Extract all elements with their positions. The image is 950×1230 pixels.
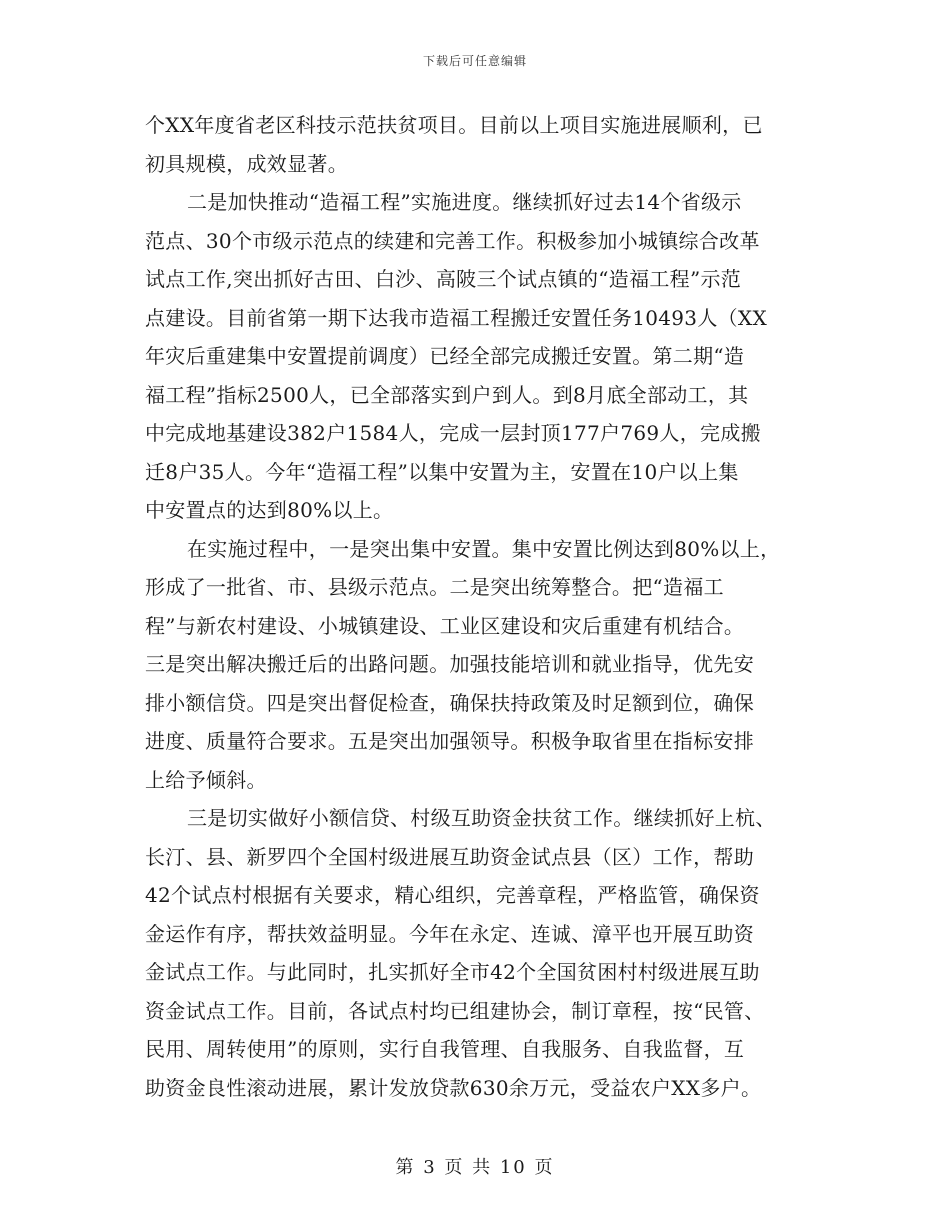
text-line: 范点、30个市级示范点的续建和完善工作。积极参加小城镇综合改革 xyxy=(145,228,760,253)
text-line: 助资金良性滚动进展，累计发放贷款630余万元，受益农户XX多户。 xyxy=(145,1075,762,1100)
text-line: 个XX年度省老区科技示范扶贫项目。目前以上项目实施进展顺利，已 xyxy=(145,113,763,137)
text-line: 三是突出解决搬迁后的出路问题。加强技能培训和就业指导，优先安 xyxy=(145,652,754,676)
text-line: 初具规模，成效显著。 xyxy=(145,151,348,176)
page-header: 下载后可任意编辑 xyxy=(422,54,527,68)
document-body xyxy=(145,106,805,1107)
paragraph-start-line: 三是切实做好小额信贷、村级互助资金扶贫工作。继续抓好上杭、 xyxy=(187,806,776,830)
text-line: 进度、质量符合要求。五是突出加强领导。积极争取省里在指标安排 xyxy=(145,729,754,753)
text-line: 中安置点的达到80%以上。 xyxy=(145,498,394,522)
text-line: 42个试点村根据有关要求，精心组织，完善章程，严格监管，确保资 xyxy=(145,883,760,907)
text-line: 形成了一批省、市、县级示范点。二是突出统筹整合。把“造福工 xyxy=(145,575,724,599)
page-number-footer: 第 3 页 共 10 页 xyxy=(395,1157,555,1178)
text-line: 资金试点工作。目前，各试点村均已组建协会，制订章程，按“民管、 xyxy=(145,998,765,1023)
text-line: 程”与新农村建设、小城镇建设、工业区建设和灾后重建有机结合。 xyxy=(145,613,745,638)
text-line: 迁8户35人。今年“造福工程”以集中安置为主，安置在10户以上集 xyxy=(145,459,739,484)
text-line: 金试点工作。与此同时，扎实抓好全市42个全国贫困村村级进展互助 xyxy=(145,960,760,984)
paragraph-start-line: 在实施过程中，一是突出集中安置。集中安置比例达到80%以上， xyxy=(187,536,781,561)
text-line: 民用、周转使用”的原则，实行自我管理、自我服务、自我监督，互 xyxy=(145,1037,745,1061)
text-line: 上给予倾斜。 xyxy=(145,767,267,792)
text-line: 试点工作,突出抓好古田、白沙、高陂三个试点镇的“造福工程”示范 xyxy=(145,267,742,291)
text-line: 长汀、县、新罗四个全国村级进展互助资金试点县（区）工作，帮助 xyxy=(145,844,754,869)
text-line: 中完成地基建设382户1584人，完成一层封顶177户769人，完成搬 xyxy=(145,421,761,445)
text-line: 点建设。目前省第一期下达我市造福工程搬迁安置任务10493人（XX xyxy=(145,305,767,330)
text-line: 排小额信贷。四是突出督促检查，确保扶持政策及时足额到位，确保 xyxy=(145,690,754,715)
text-line: 福工程”指标2500人，已全部落实到户到人。到8月底全部动工，其 xyxy=(145,382,749,407)
paragraph-start-line: 二是加快推动“造福工程”实施进度。继续抓好过去14个省级示 xyxy=(187,190,742,214)
text-line: 金运作有序，帮扶效益明显。今年在永定、连诚、漳平也开展互助资 xyxy=(145,921,754,946)
text-line: 年灾后重建集中安置提前调度）已经全部完成搬迁安置。第二期“造 xyxy=(145,344,745,368)
